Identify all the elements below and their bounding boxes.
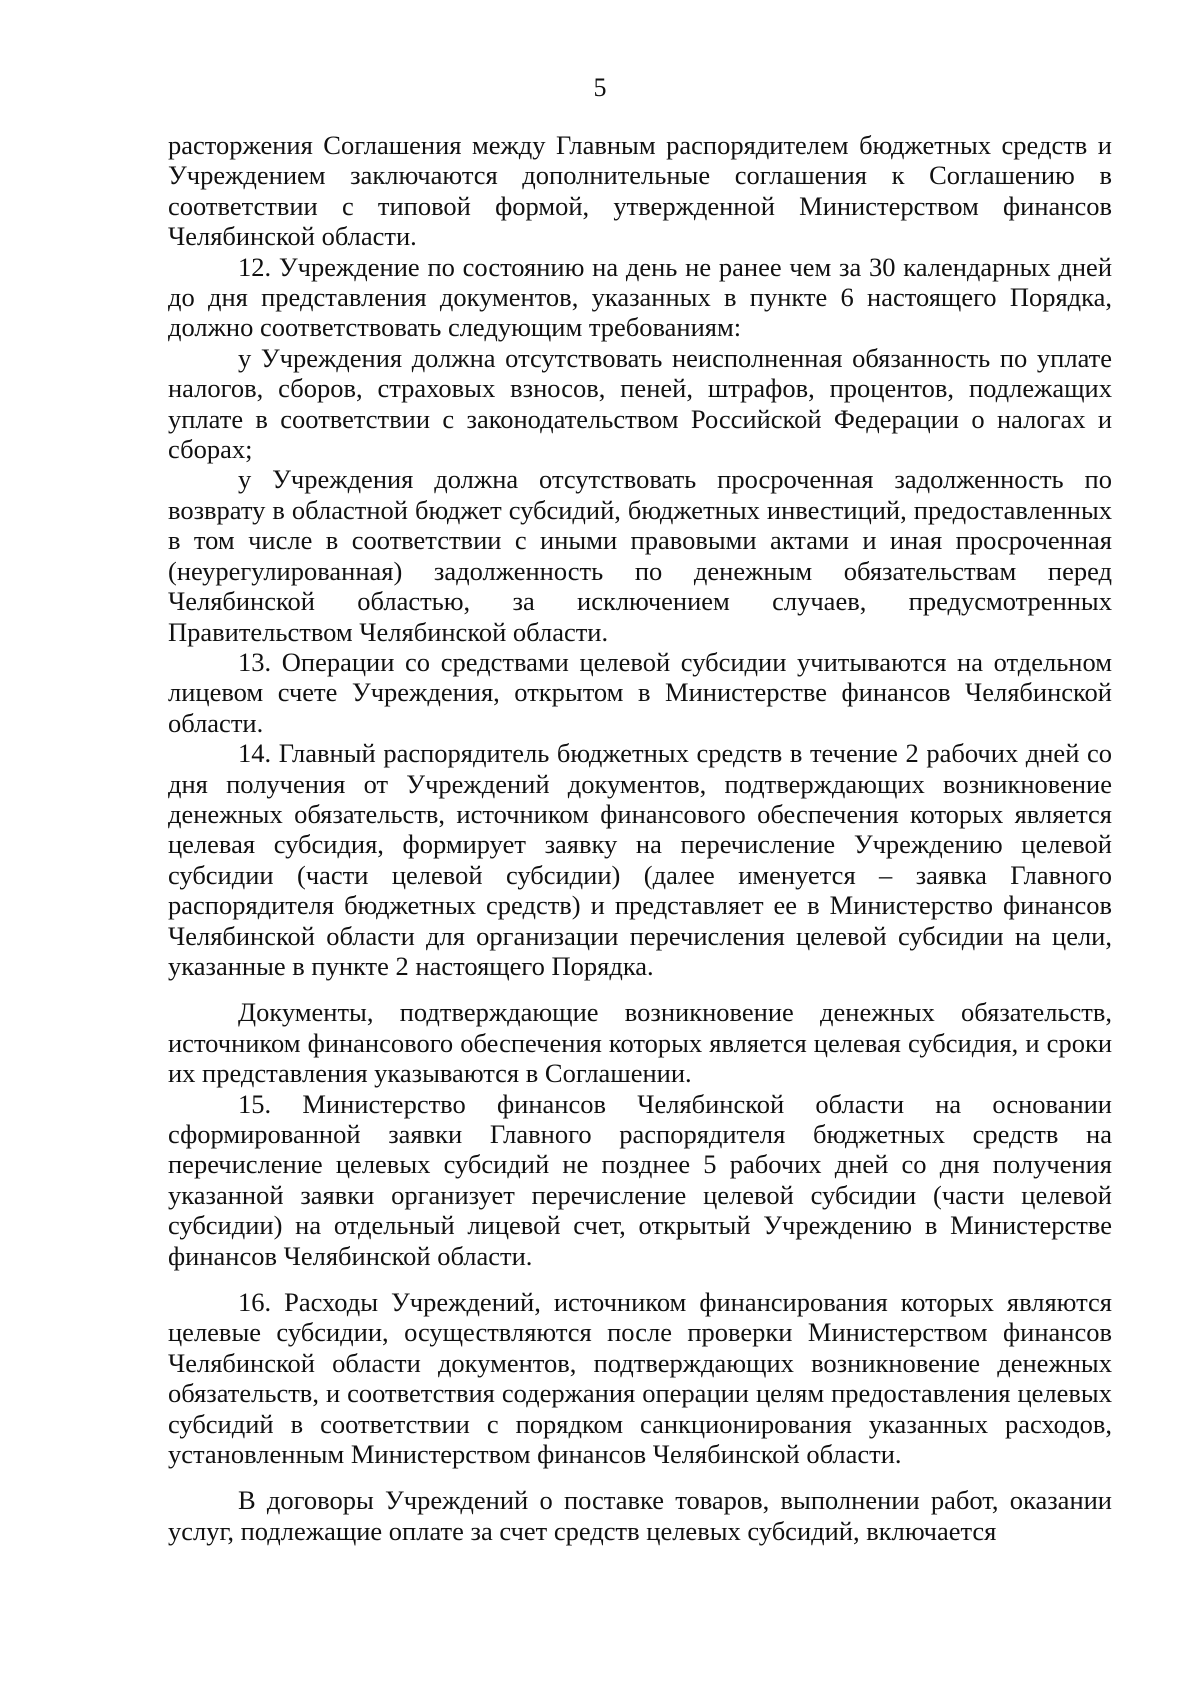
- paragraph-contracts: В договоры Учреждений о поставке товаров, выполнении работ, оказании услуг, подлежащие оплате за счет средств целевых субсидий, включается: [168, 1485, 1112, 1546]
- paragraph-requirement-debts: у Учреждения должна отсутствовать просроченная задолженность по возврату в областной бюджет субсидий, бюджетных инвестиций, предоставленных в том числе в соответствии с иными правовыми актами и иная просроченная (неурегулированная) задолженность по денежным обязательствам перед Челябинской областью, за исключением случаев, предусмотренных Правительством Челябинской области.: [168, 464, 1112, 647]
- document-body: [168, 130, 1112, 1546]
- paragraph-item-16: 16. Расходы Учреждений, источником финансирования которых являются целевые субсидии, осуществляются после проверки Министерством финансов Челябинской области документов, подтверждающих возникновение денежных обязательств, и соответствия содержания операции целям предоставления целевых субсидий в соответствии с порядком санкционирования указанных расходов, установленным Министерством финансов Челябинской области.: [168, 1287, 1112, 1470]
- paragraph-documents: Документы, подтверждающие возникновение денежных обязательств, источником финансового обеспечения которых является целевая субсидия, и сроки их представления указываются в Соглашении.: [168, 997, 1112, 1089]
- paragraph-item-15: 15. Министерство финансов Челябинской области на основании сформированной заявки Главного распорядителя бюджетных средств на перечисление целевых субсидий не позднее 5 рабочих дней со дня получения указанной заявки организует перечисление целевой субсидии (части целевой субсидии) на отдельный лицевой счет, открытый Учреждению в Министерстве финансов Челябинской области.: [168, 1088, 1112, 1271]
- paragraph-item-13: 13. Операции со средствами целевой субсидии учитываются на отдельном лицевом счете Учреждения, открытом в Министерстве финансов Челябинской области.: [168, 646, 1112, 738]
- paragraph-item-12: 12. Учреждение по состоянию на день не ранее чем за 30 календарных дней до дня представления документов, указанных в пункте 6 настоящего Порядка, должно соответствовать следующим требованиям:: [168, 251, 1112, 343]
- paragraph-continuation: расторжения Соглашения между Главным распорядителем бюджетных средств и Учреждением заключаются дополнительные соглашения к Соглашению в соответствии с типовой формой, утвержденной Министерством финансов Челябинской области.: [168, 130, 1112, 252]
- paragraph-requirement-taxes: у Учреждения должна отсутствовать неисполненная обязанность по уплате налогов, сборов, страховых взносов, пеней, штрафов, процентов, подлежащих уплате в соответствии с законодательством Российской Федерации о налогах и сборах;: [168, 342, 1112, 465]
- paragraph-item-14: 14. Главный распорядитель бюджетных средств в течение 2 рабочих дней со дня получения от Учреждений документов, подтверждающих возникновение денежных обязательств, источником финансового обеспечения которых является целевая субсидия, формирует заявку на перечисление Учреждению целевой субсидии (части целевой субсидии) (далее именуется – заявка Главного распорядителя бюджетных средств) и представляет ее в Министерство финансов Челябинской области для организации перечисления целевой субсидии на цели, указанные в пункте 2 настоящего Порядка.: [168, 738, 1112, 981]
- page-number: 5: [593, 73, 607, 102]
